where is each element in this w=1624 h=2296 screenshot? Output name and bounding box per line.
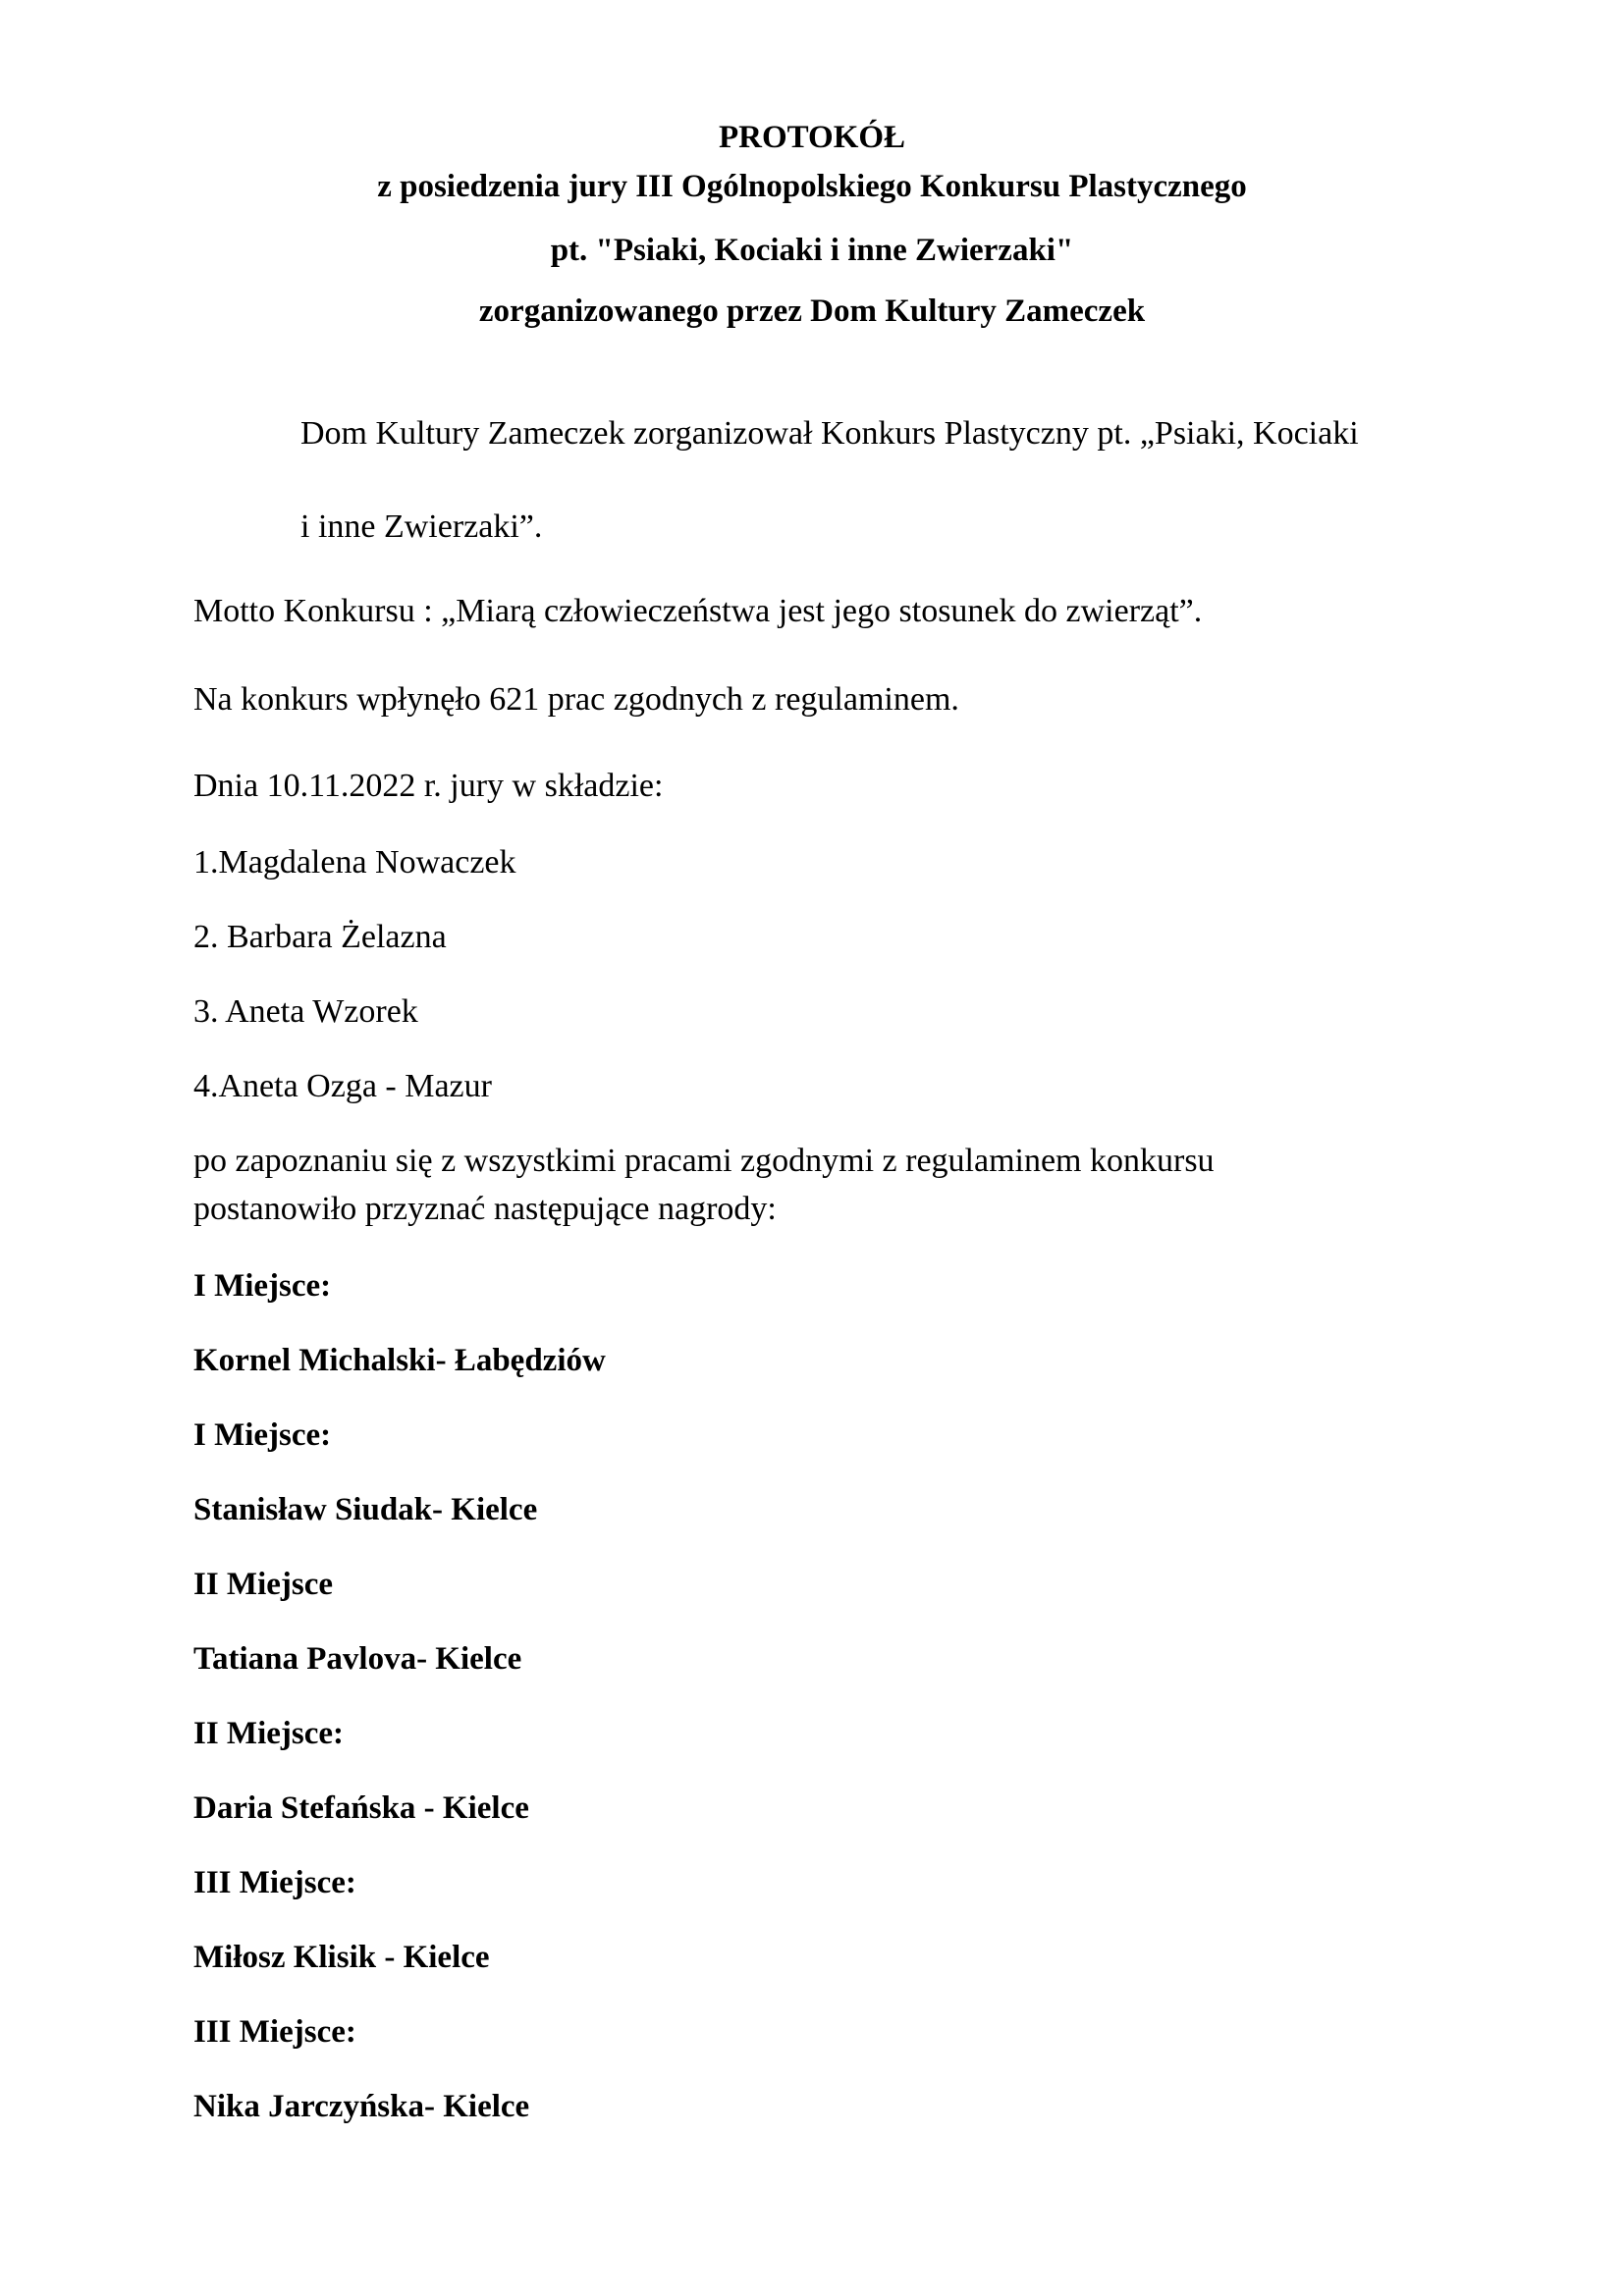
heading-line-1: z posiedzenia jury III Ogólnopolskiego Konkursu Plastycznego [377,169,1247,204]
award-winner: Nika Jarczyńska- Kielce [193,2089,530,2124]
award-winner: Tatiana Pavlova- Kielce [193,1641,522,1677]
intro-line-1: Dom Kultury Zameczek zorganizował Konkurs Plastyczny pt. „Psiaki, Kociaki [300,415,1359,452]
award-place: II Miejsce [193,1567,334,1602]
award-winner: Miłosz Klisik - Kielce [193,1940,490,1975]
jury-member: 1.Magdalena Nowaczek [193,844,516,881]
award-place: III Miejsce: [193,2014,356,2050]
submissions-text: Na konkurs wpłynęło 621 prac zgodnych z regulaminem. [193,681,959,718]
heading-line-2: pt. "Psiaki, Kociaki i inne Zwierzaki" [550,233,1074,268]
award-winner: Daria Stefańska - Kielce [193,1790,529,1826]
award-place: I Miejsce: [193,1417,332,1453]
decision-line-1: po zapoznaniu się z wszystkimi pracami zgodnymi z regulaminem konkursu [193,1143,1215,1179]
jury-member: 3. Aneta Wzorek [193,993,418,1030]
award-winner: Kornel Michalski- Łabędziów [193,1343,606,1378]
document-title: PROTOKÓŁ [718,120,906,155]
award-place: I Miejsce: [193,1268,332,1304]
jury-member: 2. Barbara Żelazna [193,919,447,955]
heading-line-3: zorganizowanego przez Dom Kultury Zameczek [478,294,1146,329]
award-place: III Miejsce: [193,1865,356,1900]
award-winner: Stanisław Siudak- Kielce [193,1492,538,1527]
jury-intro: Dnia 10.11.2022 r. jury w składzie: [193,768,664,804]
intro-line-2: i inne Zwierzaki”. [300,508,543,545]
motto-text: Motto Konkursu : „Miarą człowieczeństwa jest jego stosunek do zwierząt”. [193,593,1203,629]
award-place: II Miejsce: [193,1716,345,1751]
decision-line-2: postanowiło przyznać następujące nagrody: [193,1191,777,1227]
jury-member: 4.Aneta Ozga - Mazur [193,1068,492,1104]
